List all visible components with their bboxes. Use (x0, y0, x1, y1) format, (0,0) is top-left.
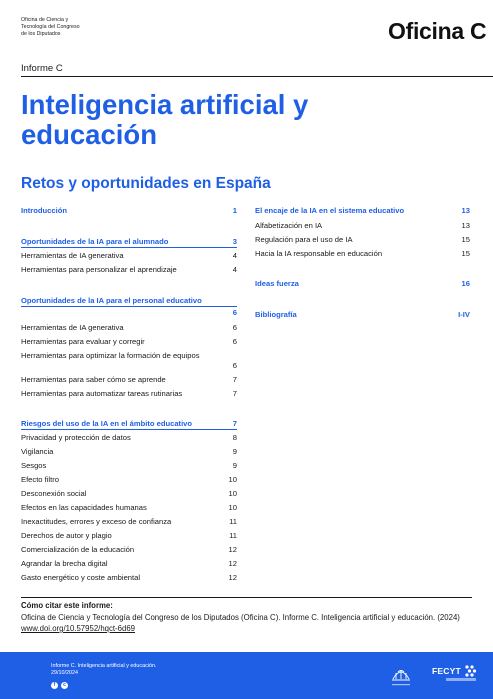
toc-label: Efectos en las capacidades humanas (21, 503, 147, 512)
org-name-line-2: Tecnología del Congreso (21, 24, 80, 30)
report-label: Informe C (21, 63, 63, 74)
page-title: Inteligencia artificial y educación (21, 89, 309, 150)
toc-item[interactable] (21, 475, 237, 484)
toc-heading-encaje[interactable] (255, 206, 470, 215)
toc-label: Riesgos del uso de la IA en el ámbito educativo (21, 419, 193, 428)
toc-page: 3 (232, 237, 237, 246)
toc-label: Ideas fuerza (255, 279, 299, 288)
toc-label: Sesgos (21, 461, 47, 470)
toc-page: 10 (228, 503, 237, 512)
toc-heading-personal[interactable] (21, 296, 237, 318)
org-name-line-3: de los Diputados (21, 31, 61, 37)
toc-item[interactable] (21, 503, 237, 512)
toc-page: 16 (461, 279, 470, 288)
toc-item[interactable] (21, 461, 237, 470)
citation-body: Oficina de Ciencia y Tecnología del Congreso de los Diputados (Oficina C). Informe C. Inteligencia artificial y educación. (2024) (21, 613, 460, 622)
toc-item[interactable] (21, 447, 237, 456)
toc-label: Privacidad y protección de datos (21, 433, 131, 442)
doi-link[interactable]: www.doi.org/10.57952/hqct-6d69 (21, 624, 135, 633)
page-subtitle: Retos y oportunidades en España (21, 175, 271, 192)
fecyt-logo-text: FECYT (432, 666, 461, 676)
toc-item[interactable] (21, 265, 237, 274)
toc-item[interactable] (21, 531, 237, 540)
toc-label: El encaje de la IA en el sistema educativo (255, 206, 405, 215)
toc-item[interactable] (21, 517, 237, 526)
toc-item[interactable] (21, 559, 237, 568)
toc-item[interactable] (21, 573, 237, 582)
toc-page: 4 (232, 251, 237, 260)
toc-label: Herramientas de IA generativa (21, 323, 124, 332)
toc-label: Herramientas para personalizar el aprendizaje (21, 265, 177, 274)
toc-heading-bibliografia[interactable] (255, 310, 470, 319)
brand-logo: Oficina C (388, 18, 487, 44)
toc-page: 12 (228, 573, 237, 582)
toc-page: 13 (461, 221, 470, 230)
toc-page: 6 (232, 337, 237, 346)
toc-item[interactable] (21, 545, 237, 554)
org-name-line-1: Oficina de Ciencia y (21, 17, 69, 23)
toc-page: 7 (232, 419, 237, 428)
org-name (21, 17, 80, 38)
toc-page: 13 (461, 206, 470, 215)
toc-label: Gasto energético y coste ambiental (21, 573, 141, 582)
toc-page: 10 (228, 489, 237, 498)
toc-label: Herramientas para optimizar la formación de equipos (21, 351, 200, 360)
toc-label: Herramientas para saber cómo se aprende (21, 375, 166, 384)
toc-label: Oportunidades de la IA para el alumnado (21, 237, 169, 246)
creative-commons-icon[interactable]: c (61, 682, 68, 689)
toc-item[interactable] (21, 375, 237, 384)
toc-divider (21, 429, 237, 430)
toc-item[interactable] (21, 351, 237, 371)
toc-divider (21, 247, 237, 248)
footer-report-title: Informe C. Inteligencia artificial y educación. (51, 663, 157, 669)
citation-divider (21, 597, 472, 598)
toc-item[interactable] (255, 249, 470, 258)
toc-item[interactable] (255, 221, 470, 230)
toc-label: Hacia la IA responsable en educación (255, 249, 383, 258)
toc-label: Comercialización de la educación (21, 545, 135, 554)
footer-info (51, 663, 156, 677)
toc-item[interactable] (21, 251, 237, 260)
toc-label: Desconexión social (21, 489, 87, 498)
fecyt-tagline (446, 678, 476, 681)
toc-label: Alfabetización en IA (255, 221, 323, 230)
toc-page: 12 (228, 545, 237, 554)
toc-page: 4 (232, 265, 237, 274)
footer-date: 29/10/2024 (51, 670, 78, 676)
toc-label: Agrandar la brecha digital (21, 559, 108, 568)
toc-page: 9 (232, 461, 237, 470)
toc-page: 11 (229, 517, 237, 526)
toc-page: 7 (232, 375, 237, 384)
citation-title: Cómo citar este informe: (21, 601, 113, 610)
toc-divider (21, 306, 237, 307)
toc-page: 9 (232, 447, 237, 456)
toc-heading-alumnado[interactable] (21, 237, 237, 246)
toc-item[interactable] (255, 235, 470, 244)
toc-page: 15 (461, 235, 470, 244)
toc-page: I-IV (458, 310, 470, 319)
toc-page: 6 (232, 308, 237, 317)
toc-label: Herramientas para automatizar tareas rutinarias (21, 389, 183, 398)
toc-page: 8 (232, 433, 237, 442)
toc-page: 11 (229, 531, 237, 540)
toc-page: 15 (461, 249, 470, 258)
toc-item[interactable] (21, 389, 237, 398)
citation-text (21, 612, 476, 634)
toc-page: 1 (232, 206, 237, 215)
toc-label: Efecto filtro (21, 475, 59, 484)
toc-label: Vigilancia (21, 447, 54, 456)
toc-heading-ideas[interactable] (255, 279, 470, 288)
toc-item[interactable] (21, 489, 237, 498)
toc-page: 6 (232, 323, 237, 332)
toc-entry-introduccion[interactable] (21, 206, 237, 215)
toc-item[interactable] (21, 323, 237, 332)
fecyt-dots-icon (464, 664, 478, 678)
toc-page: 6 (232, 361, 237, 370)
toc-item[interactable] (21, 433, 237, 442)
toc-page: 7 (232, 389, 237, 398)
toc-label: Herramientas de IA generativa (21, 251, 124, 260)
facebook-icon[interactable]: f (51, 682, 58, 689)
toc-page: 10 (228, 475, 237, 484)
toc-label: Bibliografía (255, 310, 297, 319)
fecyt-logo (432, 664, 478, 686)
header-divider (21, 76, 493, 77)
toc-heading-riesgos[interactable] (21, 419, 237, 428)
toc-item[interactable] (21, 337, 237, 346)
toc-label: Inexactitudes, errores y exceso de confianza (21, 517, 172, 526)
toc-label: Introducción (21, 206, 67, 215)
toc-label: Derechos de autor y plagio (21, 531, 112, 540)
toc-label: Herramientas para evaluar y corregir (21, 337, 145, 346)
congreso-logo-icon (387, 663, 415, 689)
toc-label: Regulación para el uso de IA (255, 235, 353, 244)
toc-label: Oportunidades de la IA para el personal educativo (21, 296, 202, 305)
toc-page: 12 (228, 559, 237, 568)
